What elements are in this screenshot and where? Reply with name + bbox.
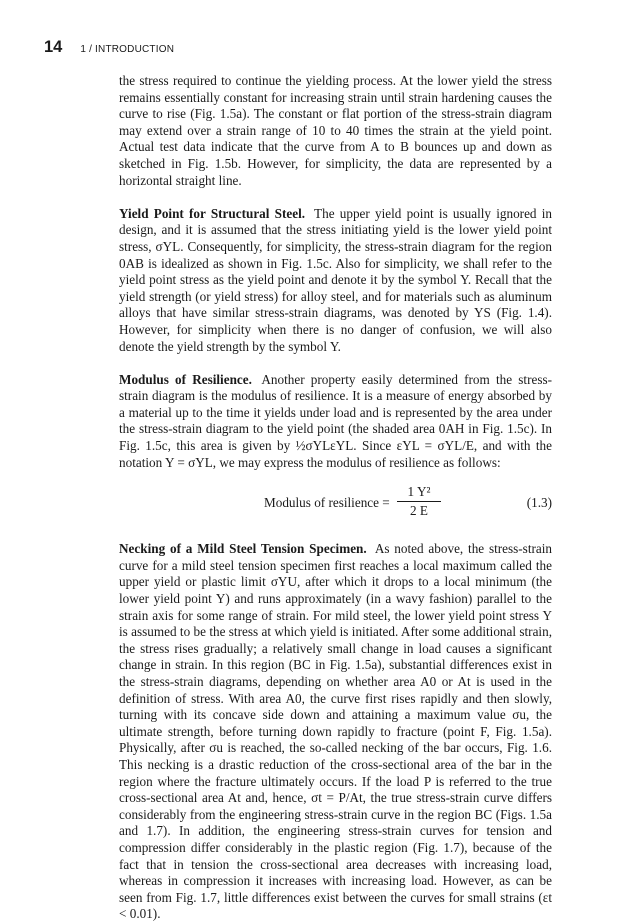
page-header bbox=[44, 38, 174, 58]
equation-number: (1.3) bbox=[526, 495, 552, 511]
fraction-bar bbox=[397, 501, 441, 502]
paragraph-stress-yielding: the stress required to continue the yielding process. At the lower yield the stress remains essentially constant for increasing strain until strain hardening causes the curve to rise (Fig. 1.5a). The constant or flat portion of the stress-strain diagram may extend over a strain range of 10 to 40 times the strain at the yield point. Actual test data indicate that the curve from A to B bounces up and down as sketched in Fig. 1.5b. However, for simplicity, the data are represented by a horizontal straight line. bbox=[119, 73, 552, 188]
equation-numerator: 1 Y² bbox=[407, 484, 431, 500]
paragraph-yield-point bbox=[119, 206, 552, 355]
page-number: 14 bbox=[44, 38, 63, 56]
body-text bbox=[119, 73, 552, 923]
equation-1-3 bbox=[119, 483, 552, 527]
paragraph-necking bbox=[119, 541, 552, 923]
section-heading-modulus-resilience: Modulus of Resilience. bbox=[119, 371, 252, 387]
equation-denominator: 2 E bbox=[410, 503, 428, 519]
equation-fraction bbox=[397, 484, 441, 519]
running-head: 1 / INTRODUCTION bbox=[80, 44, 175, 55]
paragraph-modulus-resilience-text: Another property easily determined from the stress-strain diagram is the modulus of resilience. It is a measure of energy absorbed by a material up to the time it yields under load and is represented by the area under the stress-strain diagram to the yield point (the shaded area 0AH in Fig. 1.5c). In Fig. 1.5c, this area is given by ½σYLεYL. Since εYL = σYL/E, and with the notation Y = σYL, we may express the modulus of resilience as follows: bbox=[119, 371, 552, 470]
paragraph-modulus-resilience bbox=[119, 372, 552, 472]
equation-lhs: Modulus of resilience = bbox=[264, 495, 390, 511]
section-heading-yield-point: Yield Point for Structural Steel. bbox=[119, 205, 306, 221]
paragraph-necking-text: As noted above, the stress-strain curve for a mild steel tension specimen first reaches a local maximum called the upper yield or plastic limit σYU, after which it drops to a local minimum (the lower yield point Y) and runs approximately (in a wavy fashion) parallel to the strain axis for some range of strain. For mild steel, the lower yield point stress Y is assumed to be the stress at which yield is initiated. After some additional strain, the stress rises gradually; a relatively small change in load causes a significant change in strain. In this region (BC in Fig. 1.5a), substantial differences exist in the stress-strain diagrams, depending on whether area A0 or At is used in the definition of stress. With area A0, the curve first rises rapidly and then slowly, turning with its concave side down and attaining a maximum value σu, the ultimate strength, before turning down rapidly to fracture (point F, Fig. 1.5a). Physically, after σu is reached, the so-called necking of the bar occurs, Fig. 1.6. This necking is a drastic reduction of the cross-sectional area of the bar in the region where the fracture ultimately occurs. If the load P is referred to the true cross-sectional area At and, hence, σt = P/At, the true stress-strain curve differs considerably from the engineering stress-strain curve in the region BC (Figs. 1.5a and 1.7). In addition, the engineering stress-strain curves for tension and compression differ considerably in the plastic region (Fig. 1.7), because of the fact that in tension the cross-sectional area decreases with increasing load, whereas in compression it increases with increasing load. However, as can be seen from Fig. 1.7, little differences exist between the curves for small strains (εt < 0.01). bbox=[119, 541, 552, 922]
paragraph-yield-point-text: The upper yield point is usually ignored in design, and it is assumed that the stress initiating yield is the lower yield point stress, σYL. Consequently, for simplicity, the stress-strain diagram for the region 0AB is idealized as shown in Fig. 1.5c. Also for simplicity, we shall refer to the yield point stress as the yield point and denote it by the symbol Y. Recall that the yield strength (or yield stress) for alloy steel, and for materials such as aluminum alloys that have similar stress-strain diagrams, was denoted by YS (Fig. 1.4). However, for simplicity when there is no danger of confusion, we will also denote the yield strength by the symbol Y. bbox=[119, 205, 552, 354]
section-heading-necking: Necking of a Mild Steel Tension Specimen. bbox=[119, 541, 367, 557]
